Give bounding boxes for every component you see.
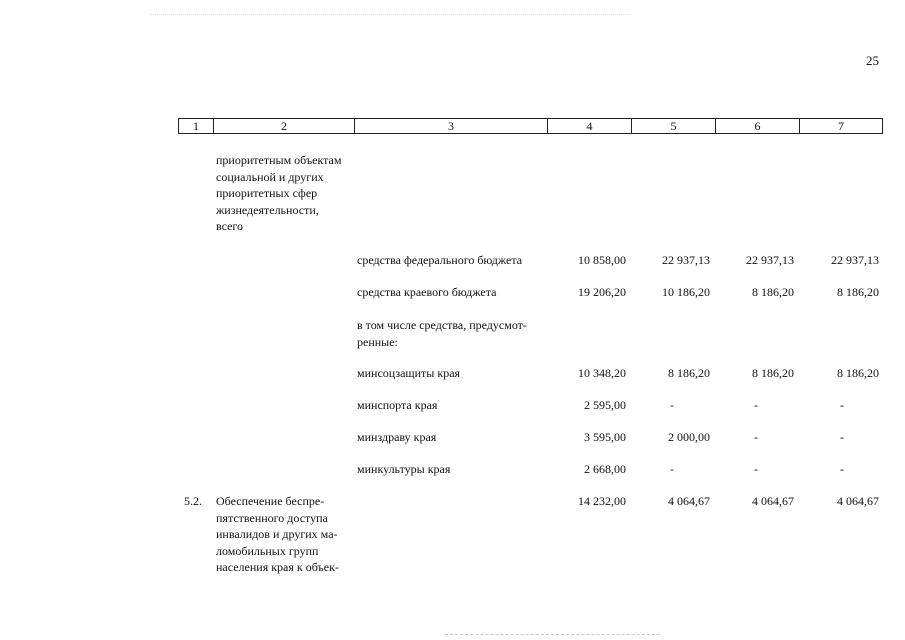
including-note-line: ренные:	[357, 334, 398, 349]
block2-col6: 4 064,67	[752, 494, 794, 508]
block2-description	[216, 493, 352, 576]
block1-desc-line: приоритетных сфер	[216, 186, 318, 200]
row-regional-col4: 19 206,20	[578, 285, 626, 299]
row-federal-col5: 22 937,13	[662, 253, 710, 267]
subrow-col5: 2 000,00	[668, 430, 710, 444]
scan-artifact-bottom	[445, 634, 660, 638]
header-col-3: 3	[355, 119, 548, 133]
header-col-1: 1	[179, 119, 214, 133]
subrow-source: минздраву края	[357, 430, 437, 444]
block1-description	[216, 152, 352, 235]
including-note	[357, 317, 541, 350]
block1-desc-line: всего	[216, 219, 244, 233]
block2-desc-line: инвалидов и других ма-	[216, 527, 338, 541]
subrow-col6: -	[754, 398, 758, 412]
subrow-col5: -	[670, 462, 674, 476]
block2-desc-line: ломобильных групп	[216, 543, 319, 558]
subrow-col4: 2 595,00	[584, 398, 626, 412]
header-col-4: 4	[548, 119, 632, 133]
subrow-col4: 2 668,00	[584, 462, 626, 476]
subrow-col7: 8 186,20	[837, 366, 879, 380]
page-number: 25	[866, 53, 879, 68]
subrow-col6: 8 186,20	[752, 366, 794, 380]
subrow-col4: 3 595,00	[584, 430, 626, 444]
header-col-6: 6	[716, 119, 800, 133]
block2-col5: 4 064,67	[668, 494, 710, 508]
row-source-federal: средства федерального бюджета	[357, 253, 523, 267]
block2-col4: 14 232,00	[578, 494, 626, 508]
row-federal-col7: 22 937,13	[831, 253, 879, 267]
header-col-5: 5	[632, 119, 716, 133]
block1-desc-line: жизнедеятельности,	[216, 202, 319, 217]
row-federal-col4: 10 858,00	[578, 253, 626, 267]
including-note-line: в том числе средства, предусмот-	[357, 318, 527, 332]
subrow-source: минсоцзащиты края	[357, 366, 461, 380]
table-header-row	[178, 118, 883, 134]
header-col-7: 7	[838, 119, 844, 133]
row-source-regional: средства краевого бюджета	[357, 285, 497, 299]
subrow-col5: 8 186,20	[668, 366, 710, 380]
header-col-2: 2	[214, 119, 355, 133]
row-regional-col5: 10 186,20	[662, 285, 710, 299]
subrow-source: минкультуры края	[357, 462, 451, 476]
block2-desc-line: населения края к объек-	[216, 560, 339, 574]
block2-col7: 4 064,67	[837, 494, 879, 508]
block1-desc-line: социальной и других	[216, 169, 324, 184]
subrow-col7: -	[840, 430, 844, 444]
subrow-source: минспорта края	[357, 398, 438, 412]
scan-artifact-top	[150, 14, 630, 17]
row-regional-col6: 8 186,20	[752, 285, 794, 299]
block2-desc-line: пятственного доступа	[216, 510, 328, 525]
block1-desc-line: приоритетным объектам	[216, 153, 342, 167]
subrow-col5: -	[670, 398, 674, 412]
subrow-col6: -	[754, 462, 758, 476]
subrow-col7: -	[840, 398, 844, 412]
row-regional-col7: 8 186,20	[837, 285, 879, 299]
subrow-col7: -	[840, 462, 844, 476]
row-federal-col6: 22 937,13	[746, 253, 794, 267]
subrow-col6: -	[754, 430, 758, 444]
subrow-col4: 10 348,20	[578, 366, 626, 380]
block2-desc-line: Обеспечение беспре-	[216, 494, 325, 508]
block2-number: 5.2.	[184, 494, 202, 508]
